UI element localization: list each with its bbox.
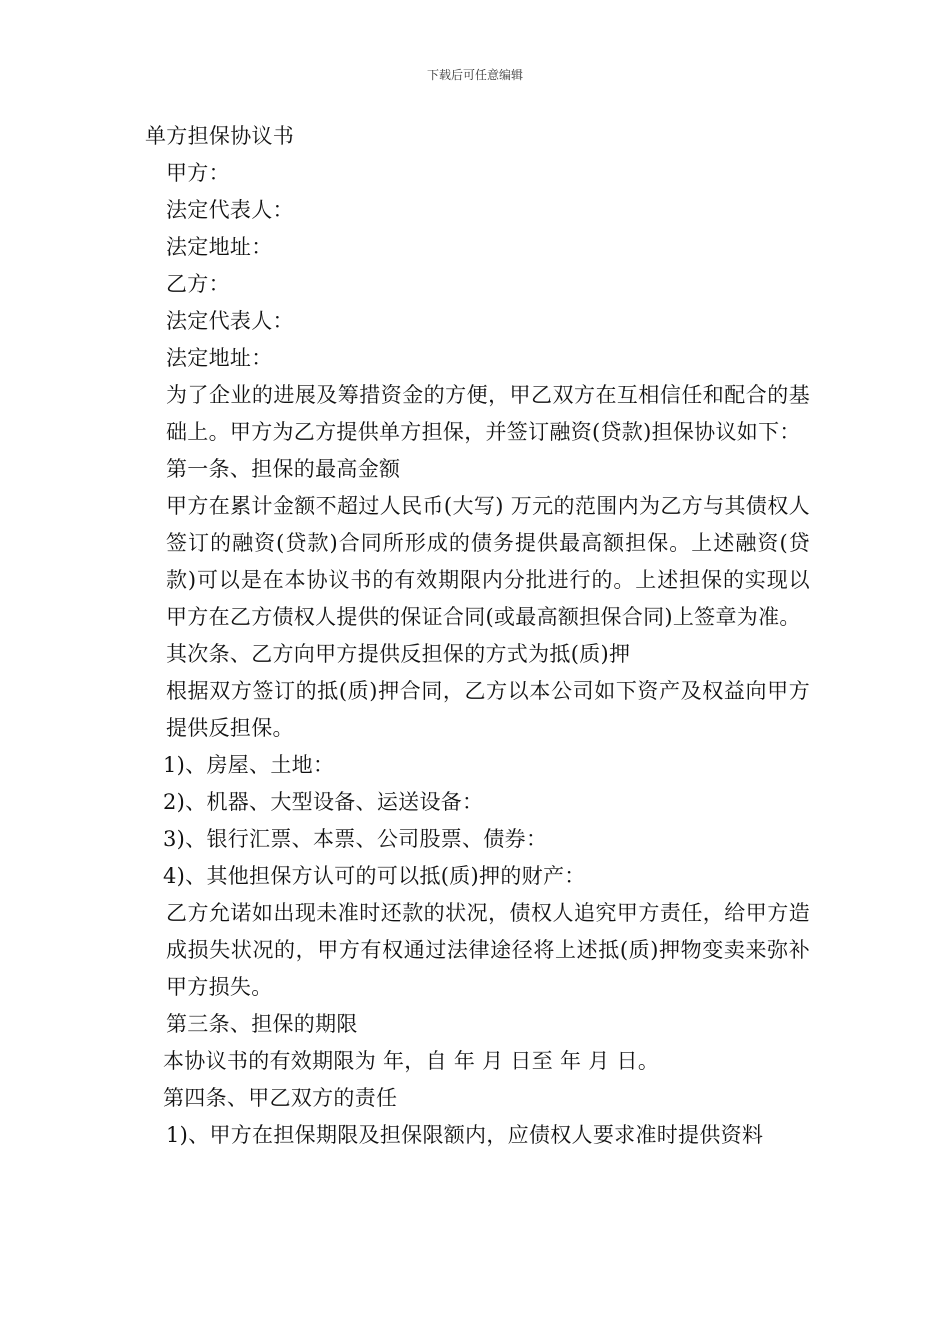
- document-body: [145, 118, 810, 1154]
- article-4-heading: 第四条、甲乙双方的责任: [163, 1086, 398, 1110]
- collateral-item-1: 1)、房屋、土地：: [163, 753, 335, 777]
- collateral-item-4: 4)、其他担保方认可的可以抵(质)押的财产：: [163, 864, 586, 888]
- preamble-paragraph: 为了企业的进展及筹措资金的方便，甲乙双方在互相信任和配合的基础上。甲方为乙方提供单方担保，并签订融资(贷款)担保协议如下：: [166, 383, 810, 444]
- article-4-item-1: 1)、甲方在担保期限及担保限额内，应债权人要求准时提供资料: [166, 1123, 764, 1147]
- party-b-line: 乙方：: [166, 272, 230, 296]
- article-3-heading: 第三条、担保的期限: [166, 1012, 358, 1036]
- party-b-representative-line: 法定代表人：: [166, 309, 294, 333]
- article-1-heading: 第一条、担保的最高金额: [166, 457, 401, 481]
- party-a-address-line: 法定地址：: [166, 235, 273, 259]
- party-a-representative-line: 法定代表人：: [166, 198, 294, 222]
- document-title: 单方担保协议书: [145, 124, 295, 148]
- collateral-item-2: 2)、机器、大型设备、运送设备：: [163, 790, 484, 814]
- article-3-paragraph: 本协议书的有效期限为 年，自 年 月 日至 年 月 日。: [163, 1049, 660, 1073]
- collateral-item-3: 3)、银行汇票、本票、公司股票、债券：: [163, 827, 548, 851]
- party-b-address-line: 法定地址：: [166, 346, 273, 370]
- article-2-paragraph: 根据双方签订的抵(质)押合同，乙方以本公司如下资产及权益向甲方提供反担保。: [166, 679, 810, 740]
- page-header: 下载后可任意编辑: [426, 68, 523, 82]
- article-1-paragraph: 甲方在累计金额不超过人民币(大写) 万元的范围内为乙方与其债权人签订的融资(贷款)合同所形成的债务提供最高额担保。上述融资(贷款)可以是在本协议书的有效期限内分批进行的。上述担保的实现以甲方在乙方债权人提供的保证合同(或最高额担保合同)上签章为准。: [166, 494, 810, 629]
- article-2-closing-paragraph: 乙方允诺如出现未准时还款的状况，债权人追究甲方责任，给甲方造成损失状况的，甲方有权通过法律途径将上述抵(质)押物变卖来弥补甲方损失。: [166, 901, 810, 999]
- party-a-line: 甲方：: [166, 161, 230, 185]
- article-2-heading: 其次条、乙方向甲方提供反担保的方式为抵(质)押: [166, 642, 631, 666]
